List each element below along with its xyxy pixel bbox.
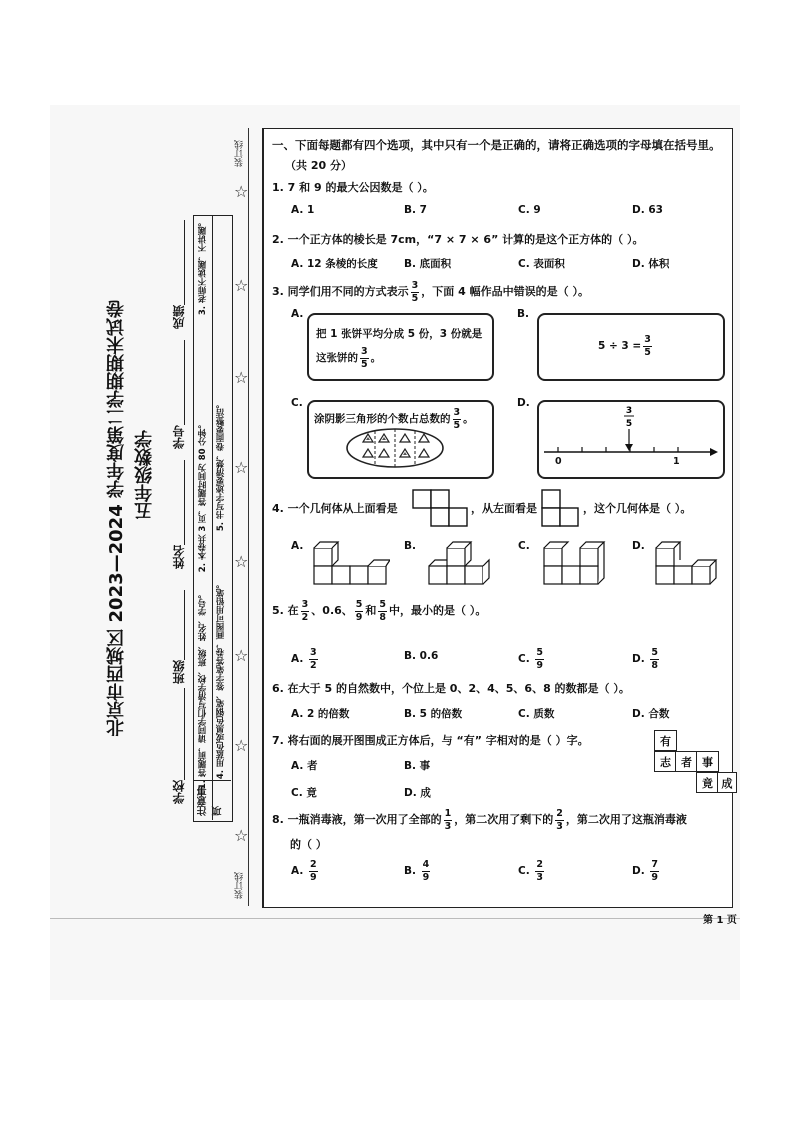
exam-title: 北京市西城区 2023—2024 学年度第二学期期末试卷 xyxy=(106,300,127,737)
q8-option-a: A. $\frac{2}{9}$ xyxy=(291,859,317,883)
field-score: 成绩 xyxy=(172,305,186,329)
q2-option-b: B. 底面积 xyxy=(404,258,452,270)
q3-option-d-label: D. xyxy=(517,397,530,409)
q4-stem-post: ，这个几何体是（ ）。 xyxy=(583,502,692,515)
net-cell: 者 xyxy=(675,751,698,772)
page-divider xyxy=(50,918,740,919)
q8-option-b: B. $\frac{4}{9}$ xyxy=(404,859,430,883)
q6-option-a: A. 2 的倍数 xyxy=(291,708,350,720)
field-class-line xyxy=(184,590,185,660)
q1-stem: 1. 7 和 9 的最大公因数是（ ）。 xyxy=(272,181,434,194)
q3-c-text: 涂阴影三角形的个数占总数的 $\frac{3}{5}$ 。 xyxy=(314,407,474,431)
star-icon: ☆ xyxy=(234,458,249,477)
q2-option-d: D. 体积 xyxy=(632,258,670,270)
binding-label-bottom: 装订线 xyxy=(235,872,245,899)
q5-option-c: C. $\frac{5}{9}$ xyxy=(518,647,543,671)
svg-text:5: 5 xyxy=(625,419,633,429)
svg-text:3: 3 xyxy=(625,406,633,416)
q5-stem: 5. 在 $\frac{3}{2}$ 、0.6、 $\frac{5}{9}$ 和 $\frac{5}{8}$ 中，最小的是（ ）。 xyxy=(272,599,487,623)
binding-line xyxy=(248,128,249,906)
note-3: 3. 老师不读题，不讲题。 xyxy=(198,218,208,316)
binding-label-top: 装订线 xyxy=(235,140,245,167)
q6-option-b: B. 5 的倍数 xyxy=(404,708,463,720)
net-cell: 竟 xyxy=(696,772,719,793)
field-school: 学校 xyxy=(172,780,186,804)
q8-option-d: D. $\frac{7}{9}$ xyxy=(632,859,658,883)
net-cell: 事 xyxy=(696,751,719,772)
q7-stem: 7. 将右面的展开图围成正方体后，与 “有” 字相对的是（ ）字。 xyxy=(272,734,589,747)
q1-option-c: C. 9 xyxy=(518,204,541,216)
q8-stem-line2: 的（ ） xyxy=(290,838,327,851)
note-4: 4. 用蓝色或黑色钢笔、签字笔答卷，画图可用铅笔。 xyxy=(216,580,226,780)
q3-d-number-line xyxy=(540,402,718,472)
q6-option-c: C. 质数 xyxy=(518,708,555,720)
q8-stem: 8. 一瓶消毒液，第一次用了全部的 $\frac{1}{3}$ ，第二次用了剩下的 $\frac{2}{3}$ ，第二次用了这瓶消毒液 xyxy=(272,808,687,832)
q7-option-c: C. 竟 xyxy=(291,787,317,799)
net-cell: 志 xyxy=(654,751,677,772)
q4-top-view xyxy=(412,489,468,527)
q3-option-a-label: A. xyxy=(291,308,304,320)
star-icon: ☆ xyxy=(234,182,249,201)
q6-option-d: D. 合数 xyxy=(632,708,670,720)
note-2: 2. 本卷共 3 页，答题时间为 80 分钟。 xyxy=(198,420,208,573)
q3-stem: 3. 同学们用不同的方式表示 $\frac{3}{5}$ ，下面 4 幅作品中错误的是（ ）。 xyxy=(272,280,589,304)
q4-option-d: D. xyxy=(632,540,645,552)
q3-option-b-label: B. xyxy=(517,308,529,320)
field-class: 班级 xyxy=(172,660,186,684)
field-name-line xyxy=(184,460,185,545)
q2-option-c: C. 表面积 xyxy=(518,258,565,270)
q4-solid-a xyxy=(310,538,390,590)
field-id-line xyxy=(184,340,185,425)
section-points: （共 20 分） xyxy=(285,159,352,172)
q4-solid-b xyxy=(425,538,495,590)
q3-a-text1: 把 1 张饼平均分成 5 份，3 份就是 xyxy=(316,328,483,340)
star-icon: ☆ xyxy=(234,826,249,845)
note-1: 1. 答题前，请同学们写清学校、班级、姓名、学号。 xyxy=(198,590,208,790)
q3-option-c-label: C. xyxy=(291,397,303,409)
q7-option-d: D. 成 xyxy=(404,787,431,799)
q7-option-b: B. 事 xyxy=(404,760,431,772)
q3-b-text: 5 ÷ 3 = $\frac{3}{5}$ xyxy=(598,334,651,358)
q4-option-a: A. xyxy=(291,540,304,552)
q3-a-text2: 这张饼的 $\frac{3}{5}$ 。 xyxy=(316,346,382,370)
star-icon: ☆ xyxy=(234,276,249,295)
field-name: 姓名 xyxy=(172,545,186,569)
section-title: 一、下面每题都有四个选项，其中只有一个是正确的，请将正确选项的字母填在括号里。 xyxy=(272,138,721,152)
page-number: 第 1 页 xyxy=(703,915,737,926)
q3-d-tick-0: 0 xyxy=(555,456,562,467)
star-icon: ☆ xyxy=(234,736,249,755)
star-icon: ☆ xyxy=(234,646,249,665)
notes-divider xyxy=(212,215,213,820)
q4-stem-mid: ，从左面看是 xyxy=(471,502,537,515)
q4-solid-d xyxy=(652,538,722,590)
q4-stem-pre: 4. 一个几何体从上面看是 xyxy=(272,502,398,515)
q2-option-a: A. 12 条棱的长度 xyxy=(291,258,378,270)
notes-label: 注意事项 xyxy=(198,786,224,816)
q6-stem: 6. 在大于 5 的自然数中，个位上是 0、2、4、5、6、8 的数都是（ ）。 xyxy=(272,682,630,695)
q4-left-view xyxy=(541,489,581,527)
field-id: 学号 xyxy=(172,425,186,449)
field-school-line xyxy=(184,688,185,780)
field-score-line xyxy=(184,220,185,305)
q7-option-a: A. 者 xyxy=(291,760,318,772)
q4-solid-c xyxy=(540,538,615,590)
note-5: 5. 书写字迹要清楚，卷面要整洁。 xyxy=(216,400,226,532)
q1-option-d: D. 63 xyxy=(632,204,663,216)
q3-c-triangle-figure xyxy=(345,427,445,469)
exam-subject: 五年级数学 xyxy=(134,430,155,520)
q5-option-b: B. 0.6 xyxy=(404,650,439,662)
q3-d-tick-1: 1 xyxy=(673,456,680,467)
q1-option-a: A. 1 xyxy=(291,204,315,216)
q5-option-d: D. $\frac{5}{8}$ xyxy=(632,647,658,671)
star-icon: ☆ xyxy=(234,552,249,571)
net-cell: 有 xyxy=(654,730,677,751)
q8-option-c: C. $\frac{2}{3}$ xyxy=(518,859,543,883)
q4-option-c: C. xyxy=(518,540,530,552)
star-icon: ☆ xyxy=(234,368,249,387)
q4-option-b: B. xyxy=(404,540,416,552)
q1-option-b: B. 7 xyxy=(404,204,427,216)
net-cell: 成 xyxy=(717,772,737,793)
q2-stem: 2. 一个正方体的棱长是 7cm，“7 × 7 × 6” 计算的是这个正方体的（ ）。 xyxy=(272,233,644,246)
q5-option-a: A. $\frac{3}{2}$ xyxy=(291,647,317,671)
